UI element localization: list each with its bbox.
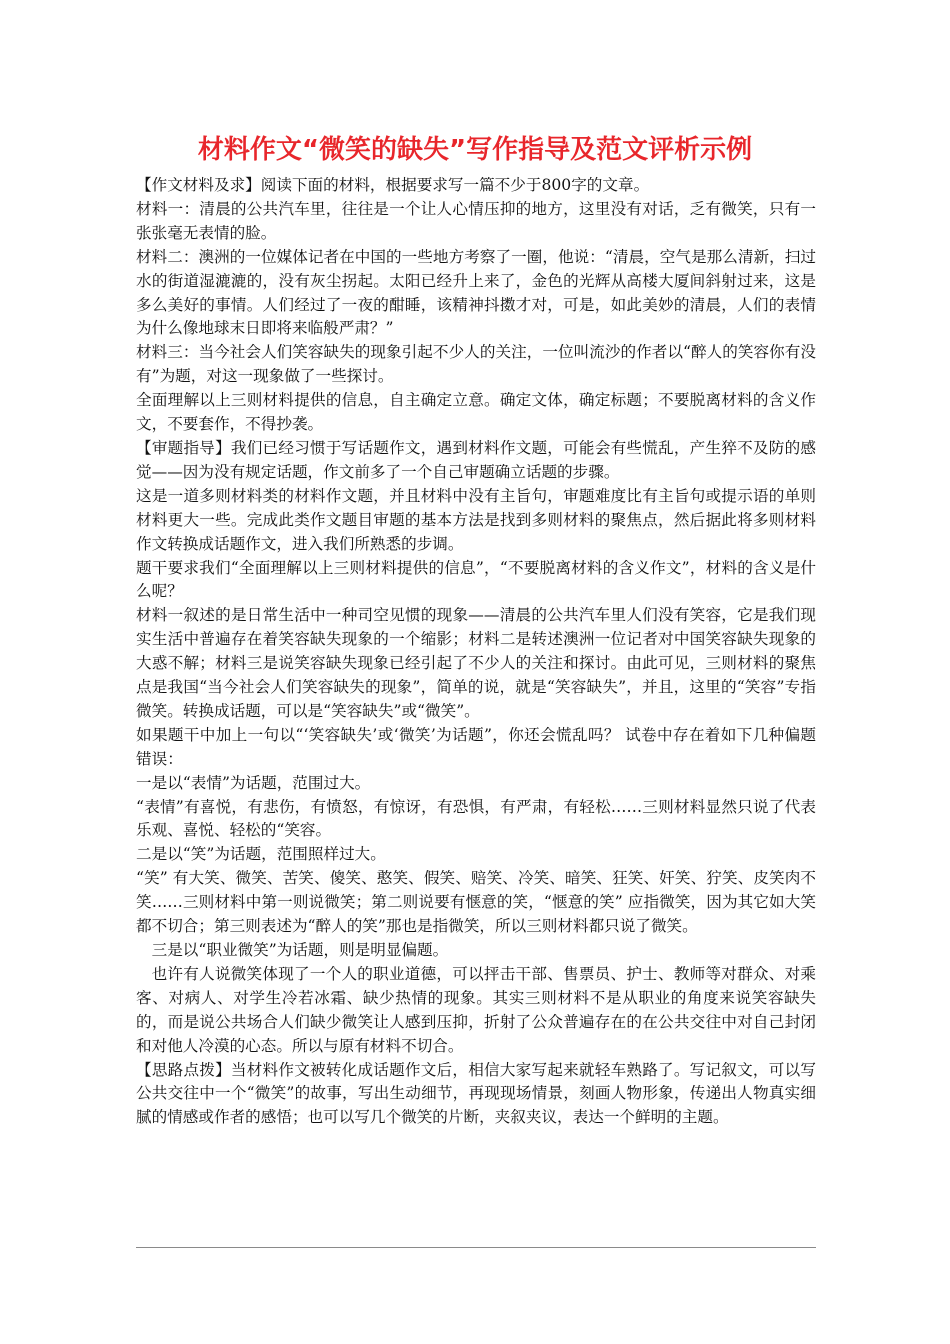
paragraph-material-1: 材料一：清晨的公共汽车里，往往是一个让人心情压抑的地方，这里没有对话，乏有微笑，只有一张张毫无表情的脸。	[136, 199, 816, 242]
paragraph-error-3-detail: 也许有人说微笑体现了一个人的职业道德，可以抨击干部、售票员、护士、教师等对群众、对乘客、对病人、对学生冷若冰霜、缺少热情的现象。其实三则材料不是从职业的角度来说笑容缺失的，而是说公共场合人们缺少微笑让人感到压抑，折射了公众普遍存在的在公共交往中对自己封闭和对他人冷漠的心态。所以与原有材料不切合。	[136, 964, 816, 1055]
paragraph-error-2: 二是以“笑”为话题，范围照样过大。	[136, 845, 386, 864]
footer-divider	[136, 1247, 816, 1248]
paragraph-errors-intro: 如果题干中加上一句以“‘笑容缺失’或‘微笑’为话题”，你还会慌乱吗？ 试卷中存在着如下几种偏题错误：	[136, 725, 816, 768]
paragraph-writing-tips: 【思路点拨】当材料作文被转化成话题作文后，相信大家写起来就轻车熟路了。写记叙文，可以写公共交往中一个“微笑”的故事，写出生动细节，再现现场情景，刻画人物形象，传递出人物真实细腻的情感或作者的感悟；也可以写几个微笑的片断，夹叙夹议，表达一个鲜明的主题。	[136, 1060, 816, 1127]
paragraph-error-3: 三是以“职业微笑”为话题，则是明显偏题。	[151, 941, 449, 959]
paragraph-error-1-detail: “表情”有喜悦，有悲伤，有愤怒，有惊讶，有恐惧，有严肃，有轻松……三则材料显然只说了代表乐观、喜悦、轻松的“笑容。	[136, 797, 816, 840]
paragraph-analysis-guide: 【审题指导】我们已经习惯于写话题作文，遇到材料作文题，可能会有些慌乱，产生猝不及防的感觉——因为没有规定话题，作文前多了一个自己审题确立话题的步骤。	[136, 438, 816, 481]
paragraph-task: 【作文材料及求】阅读下面的材料，根据要求写一篇不少于800字的文章。	[136, 176, 650, 194]
paragraph-requirements: 全面理解以上三则材料提供的信息，自主确定立意。确定文体，确定标题；不要脱离材料的含义作文，不要套作，不得抄袭。	[136, 391, 816, 434]
document-title: 材料作文“微笑的缺失”写作指导及范文评析示例	[197, 135, 753, 165]
paragraph-analysis-method: 这是一道多则材料类的材料作文题，并且材料中没有主旨句，审题难度比有主旨句或提示语的单则材料更大一些。完成此类作文题目审题的基本方法是找到多则材料的聚焦点，然后据此将多则材料作文转换成话题作文，进入我们所熟悉的步调。	[136, 486, 816, 553]
document-body	[136, 174, 816, 1130]
paragraph-focus-point: 材料一叙述的是日常生活中一种司空见惯的现象——清晨的公共汽车里人们没有笑容，它是我们现实生活中普遍存在着笑容缺失现象的一个缩影；材料二是转述澳洲一位记者对中国笑容缺失现象的大惑不解；材料三是说笑容缺失现象已经引起了不少人的关注和探讨。由此可见，三则材料的聚焦点是我国“当今社会人们笑容缺失的现象”，简单的说，就是“笑容缺失”，并且，这里的“笑容”专指微笑。转换成话题，可以是“笑容缺失”或“微笑”。	[136, 606, 816, 720]
paragraph-error-2-detail: “笑” 有大笑、微笑、苦笑、傻笑、憨笑、假笑、赔笑、冷笑、暗笑、狂笑、奸笑、狞笑、皮笑肉不笑……三则材料中第一则说微笑；第二则说要有惬意的笑，“惬意的笑” 应指微笑，因为其它如大笑都不切合；第三则表述为“醉人的笑”那也是指微笑，所以三则材料都只说了微笑。	[136, 869, 816, 936]
paragraph-material-2: 材料二：澳洲的一位媒体记者在中国的一些地方考察了一圈，他说：“清晨，空气是那么清新，扫过水的街道湿漉漉的，没有灰尘拐起。太阳已经升上来了，金色的光辉从高楼大厦间斜射过来，这是多么美好的事情。人们经过了一夜的酣睡，该精神抖擞才对，可是，如此美妙的清晨，人们的表情为什么像地球末日即将来临般严肃？”	[136, 247, 816, 338]
paragraph-material-3: 材料三：当今社会人们笑容缺失的现象引起不少人的关注，一位叫流沙的作者以“醉人的笑容你有没有”为题，对这一现象做了一些探讨。	[136, 343, 816, 386]
paragraph-analysis-question: 题干要求我们“全面理解以上三则材料提供的信息”，“不要脱离材料的含义作文”，材料的含义是什么呢？	[136, 558, 816, 601]
paragraph-error-1: 一是以“表情”为话题，范围过大。	[136, 773, 371, 792]
